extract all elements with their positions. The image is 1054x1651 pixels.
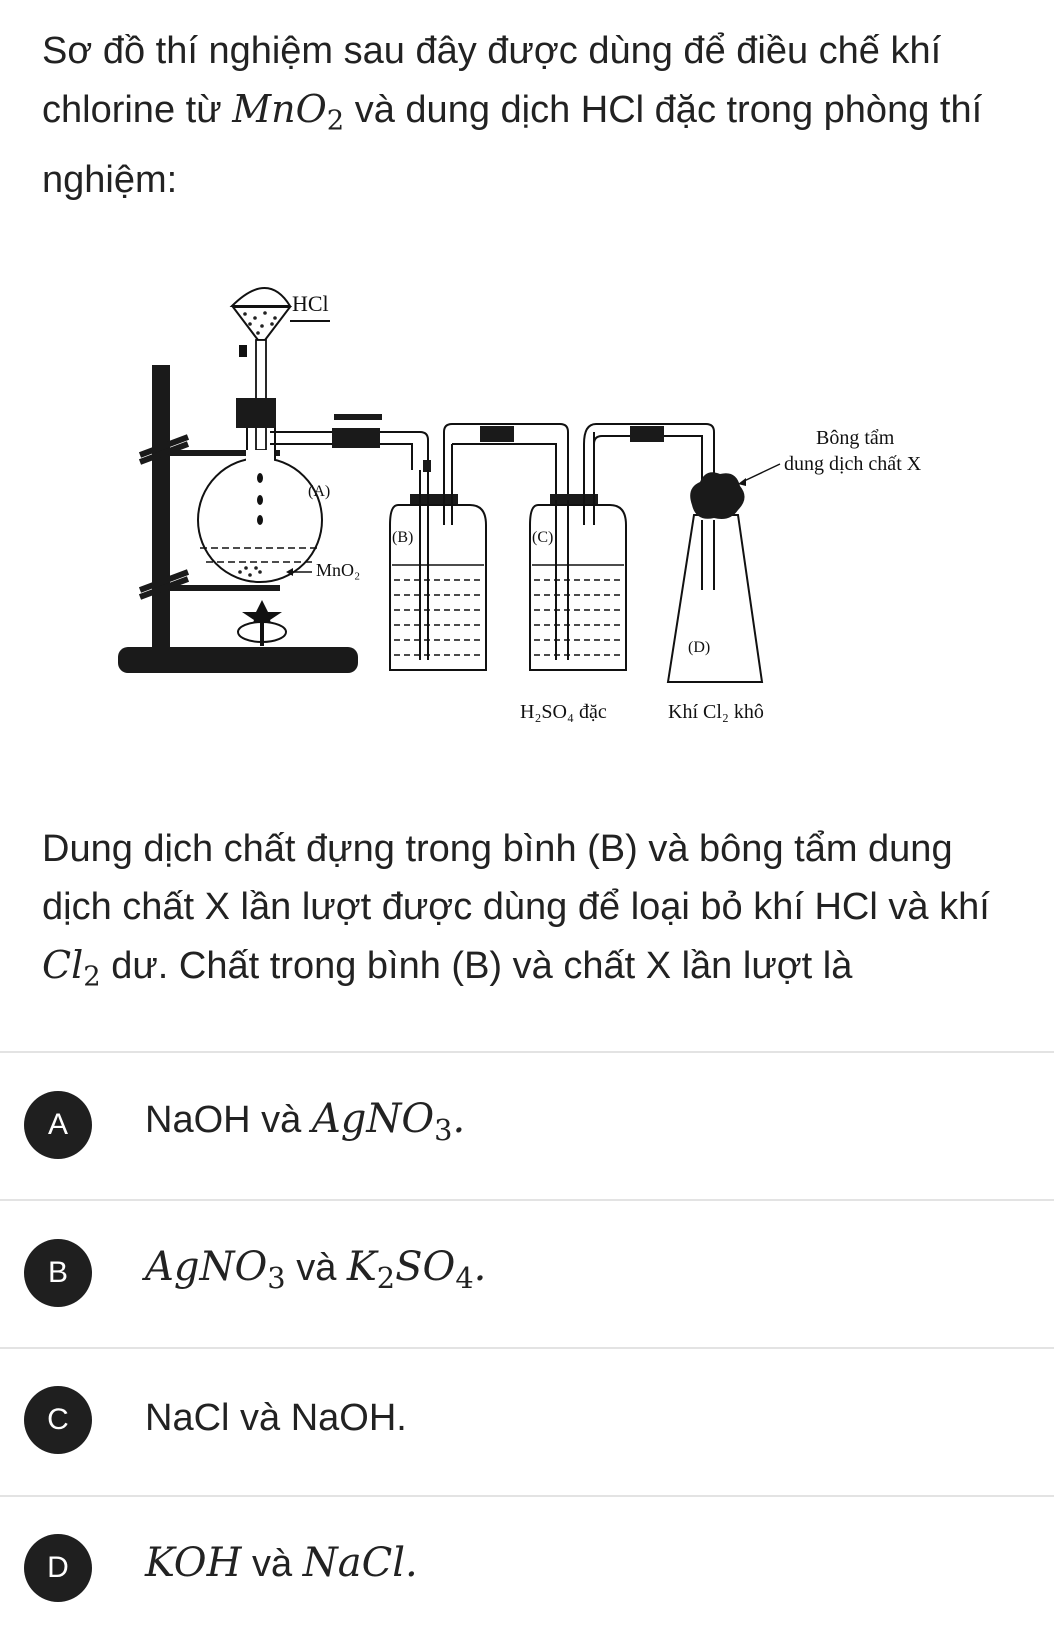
option-c[interactable] [0,1348,1054,1496]
option-c-badge: C [24,1386,92,1454]
question-intro-after: và dung dịch HCl đặc trong phòng thí nghiệm: [42,89,983,201]
label-cotton-line1: Bông tẩm [816,427,895,449]
option-d-badge: D [24,1534,92,1602]
option-b-text: AgNO$_3$ và $K_2SO_4$. [145,1244,487,1296]
label-a: (A) [308,483,331,500]
option-d[interactable] [0,1496,1054,1644]
label-cotton-line2: dung dịch chất X [784,453,922,475]
question-body [42,820,1022,1007]
question-body-text: Dung dịch chất đựng trong bình (B) và bông tẩm dung dịch chất X lần lượt được dùng để loại bỏ khí HCl và khí [42,828,990,928]
formula-mno2: MnO$_2$ [232,87,345,137]
label-h2so4: H₂SO₄ đặc [520,701,607,723]
label-b: (B) [392,529,414,546]
label-hcl: HCl [292,291,329,316]
option-c-text: NaCl và NaOH. [145,1397,407,1439]
option-b[interactable] [0,1200,1054,1348]
label-cl2: Khí Cl₂ khô [668,701,764,723]
option-a[interactable] [0,1052,1054,1200]
question-intro [42,22,1022,209]
label-c: (C) [532,529,554,546]
question-intro-text: Sơ đồ thí nghiệm sau đây được dùng để điều chế khí chlorine từ [42,30,942,131]
label-d: (D) [688,639,711,656]
option-a-badge: A [24,1091,92,1159]
apparatus-diagram [0,270,1054,730]
question-body-after: dư. Chất trong bình (B) và chất X lần lượt là [111,945,853,987]
formula-cl2: $Cl_2$ [42,943,101,993]
option-b-badge: B [24,1239,92,1307]
label-mno2: MnO₂ [316,560,361,580]
option-d-text: KOH và NaCl. [145,1540,418,1586]
option-a-text: NaOH và AgNO$_3$. [145,1096,466,1148]
